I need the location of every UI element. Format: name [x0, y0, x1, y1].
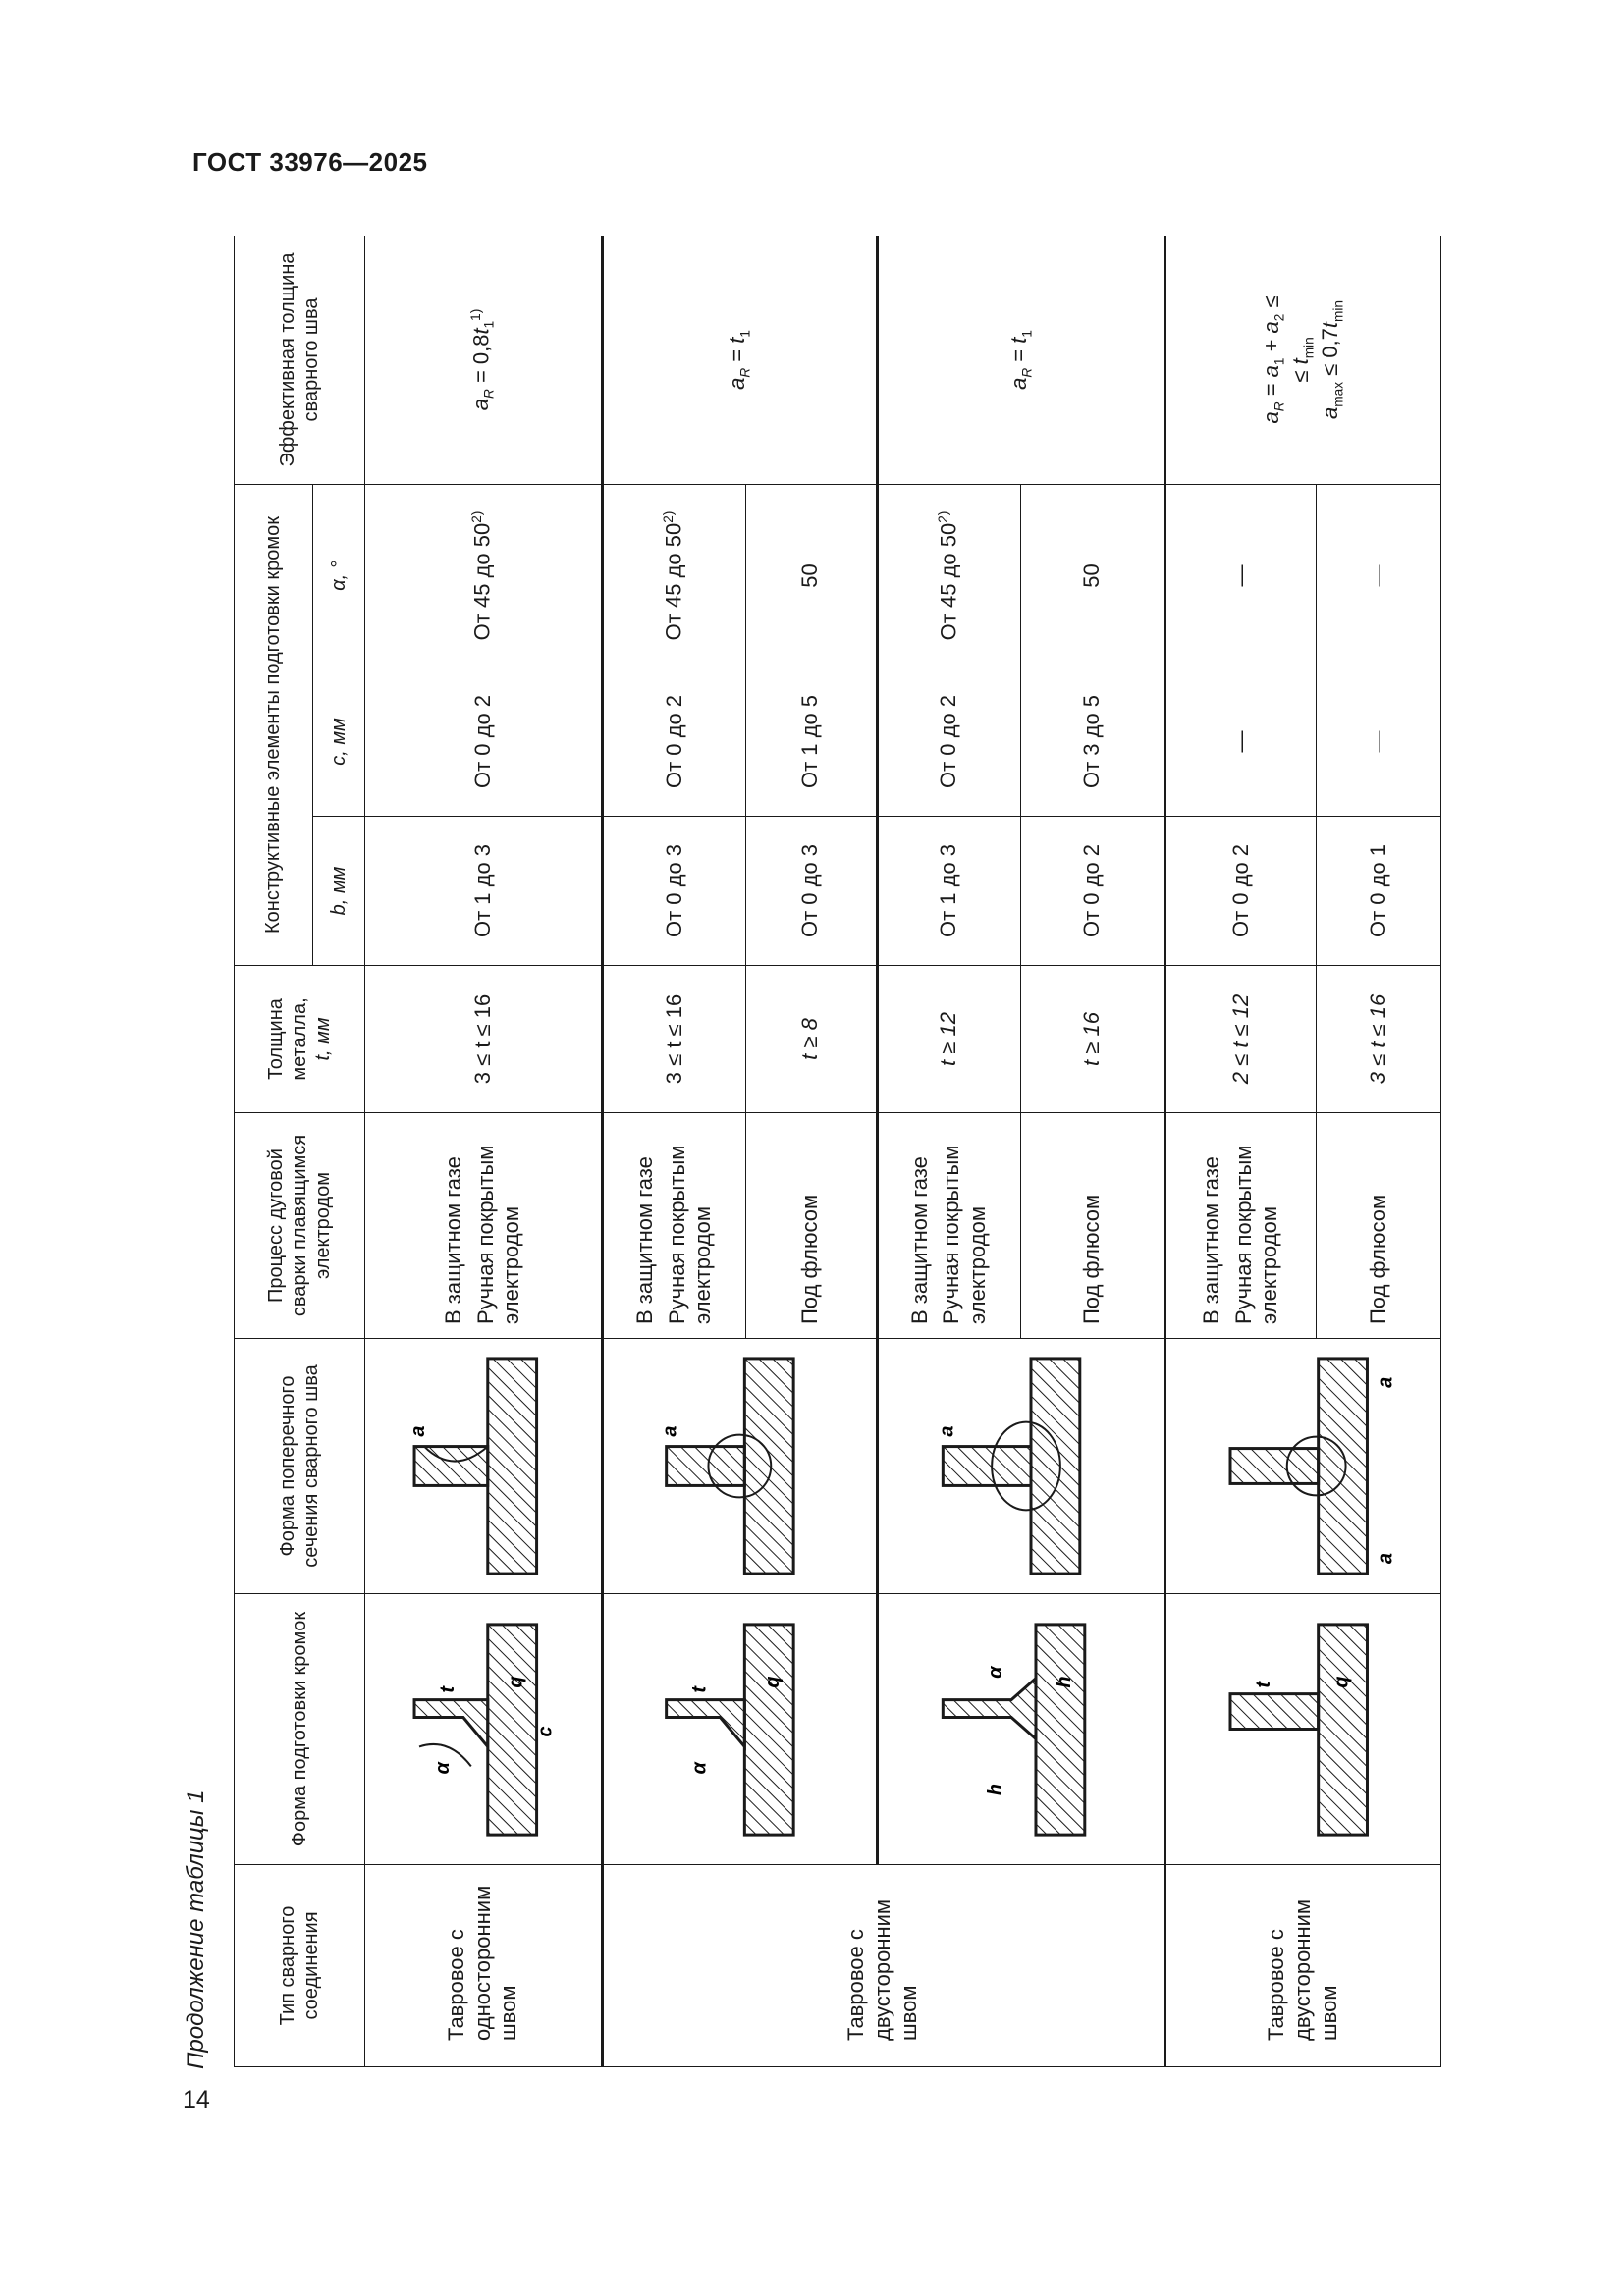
label-alpha: α — [432, 1761, 455, 1775]
c-cell-5: От 3 до 5 — [1021, 667, 1165, 817]
b-cell-7: От 0 до 1 — [1317, 817, 1441, 966]
edge-prep-drawing-4 — [1164, 1594, 1440, 1865]
b-cell-2: От 0 до 3 — [602, 817, 746, 966]
label-q-2: q — [761, 1676, 784, 1688]
c-cell-1: От 0 до 2 — [365, 667, 603, 817]
col-c: c, мм — [312, 667, 364, 817]
edge-prep-2-svg — [604, 1594, 876, 1864]
c-cell-6: — — [1164, 667, 1317, 817]
effective-cell-4: $a_R = a_1 + a_2$ ≤ ≤ $t_{min}$ $a_{max} \le 0,7t_{min}$ — [1164, 236, 1440, 484]
cross-section-drawing-1 — [365, 1339, 603, 1594]
page-number: 14 — [183, 2086, 210, 2113]
col-effective: Эффективная толщина сварного шва — [235, 236, 365, 484]
table-caption: Продолжение таблицы 1 — [183, 1789, 209, 2069]
process-cell-2: В защитном газе Ручная покрытым электродом — [602, 1113, 746, 1339]
effective-cell-2: $a_R = t_1$ — [602, 236, 877, 484]
process-cell-7: Под флюсом — [1317, 1113, 1441, 1339]
label-t1-2: t — [688, 1685, 711, 1693]
joint-type-one-sided: Тавровое с односторонним швом — [365, 1865, 603, 2067]
col-edge-prep: Форма подготовки кромок — [235, 1594, 365, 1865]
label-q: q — [505, 1676, 527, 1688]
edge-prep-3-svg — [879, 1594, 1164, 1864]
col-elements: Конструктивные элементы подготовки кромок — [235, 484, 313, 965]
edge-prep-1-svg — [365, 1594, 601, 1864]
label-q-4: q — [1330, 1676, 1353, 1688]
c-cell-7: — — [1317, 667, 1441, 817]
label-alpha-3: α — [984, 1666, 1006, 1679]
col-joint-type: Тип сварного соединения — [235, 1865, 365, 2067]
edge-prep-4-svg — [1166, 1594, 1440, 1864]
label-t1: t — [437, 1685, 460, 1693]
effective-cell-3: $a_R = t_1$ — [877, 236, 1164, 484]
document-code: ГОСТ 33976—2025 — [192, 147, 428, 177]
alpha-cell-5: 50 — [1021, 484, 1165, 667]
c-cell-3: От 1 до 5 — [746, 667, 877, 817]
label-h1: h — [1053, 1676, 1075, 1688]
thickness-cell-3: t ≥ 8 — [746, 966, 877, 1113]
edge-prep-drawing-3 — [877, 1594, 1164, 1865]
joint-type-two-sided-2: Тавровое с двусторонним швом — [1164, 1865, 1440, 2067]
thickness-cell-4: t ≥ 12 — [877, 966, 1021, 1113]
label-t1-4: t — [1252, 1682, 1274, 1688]
b-cell-6: От 0 до 2 — [1164, 817, 1317, 966]
label-aR: a — [407, 1425, 430, 1437]
thickness-cell-1: 3 ≤ t ≤ 16 — [365, 966, 603, 1113]
process-cell-4: В защитном газе Ручная покрытым электродом — [877, 1113, 1021, 1339]
label-a1: a — [1374, 1553, 1396, 1565]
label-aR-3: a — [935, 1425, 957, 1437]
label-h2: h — [984, 1784, 1006, 1796]
welding-table-container — [234, 236, 1441, 2067]
process-cell-1: В защитном газе Ручная покрытым электродом — [365, 1113, 603, 1339]
b-cell-5: От 0 до 2 — [1021, 817, 1165, 966]
alpha-cell-7: — — [1317, 484, 1441, 667]
joint-type-two-sided: Тавровое с двусторонним швом — [602, 1865, 1164, 2067]
cross-section-4-svg — [1166, 1339, 1440, 1593]
cross-section-drawing-4 — [1164, 1339, 1440, 1594]
thickness-cell-2: 3 ≤ t ≤ 16 — [602, 966, 746, 1113]
cross-section-1-svg — [365, 1339, 601, 1593]
b-cell-4: От 1 до 3 — [877, 817, 1021, 966]
alpha-cell-3: 50 — [746, 484, 877, 667]
welding-table — [234, 236, 1441, 2067]
thickness-cell-5: t ≥ 16 — [1021, 966, 1165, 1113]
label-a2: a — [1374, 1376, 1396, 1388]
col-b: b, мм — [312, 817, 364, 966]
alpha-cell-6: — — [1164, 484, 1317, 667]
c-cell-2: От 0 до 2 — [602, 667, 746, 817]
cross-section-2-svg — [604, 1339, 876, 1593]
col-alpha: α, ° — [312, 484, 364, 667]
cross-section-drawing-3 — [877, 1339, 1164, 1594]
process-cell-6: В защитном газе Ручная покрытым электродом — [1164, 1113, 1317, 1339]
col-process: Процесс дуговой сварки плавящимся электродом — [235, 1113, 365, 1339]
effective-cell-1: $a_R = 0,8t_1^{1)}$ — [365, 236, 603, 484]
process-cell-3: Под флюсом — [746, 1113, 877, 1339]
label-aR-2: a — [659, 1425, 681, 1437]
alpha-cell-4: От 45 до 50$^{2)}$ — [877, 484, 1021, 667]
col-cross-section: Форма поперечного сечения сварного шва — [235, 1339, 365, 1594]
process-cell-5: Под флюсом — [1021, 1113, 1165, 1339]
alpha-cell-1: От 45 до 50$^{2)}$ — [365, 484, 603, 667]
cross-section-drawing-2 — [602, 1339, 877, 1594]
thickness-cell-6: 2 ≤ t ≤ 12 — [1164, 966, 1317, 1113]
c-cell-4: От 0 до 2 — [877, 667, 1021, 817]
label-alpha-2: α — [688, 1761, 711, 1775]
cross-section-3-svg — [879, 1339, 1164, 1593]
edge-prep-drawing-1 — [365, 1594, 603, 1865]
label-c: c — [534, 1726, 557, 1737]
b-cell-1: От 1 до 3 — [365, 817, 603, 966]
alpha-cell-2: От 45 до 50$^{2)}$ — [602, 484, 746, 667]
edge-prep-drawing-2 — [602, 1594, 877, 1865]
b-cell-3: От 0 до 3 — [746, 817, 877, 966]
thickness-cell-7: 3 ≤ t ≤ 16 — [1317, 966, 1441, 1113]
col-thickness: Толщина металла, t, мм — [235, 966, 365, 1113]
